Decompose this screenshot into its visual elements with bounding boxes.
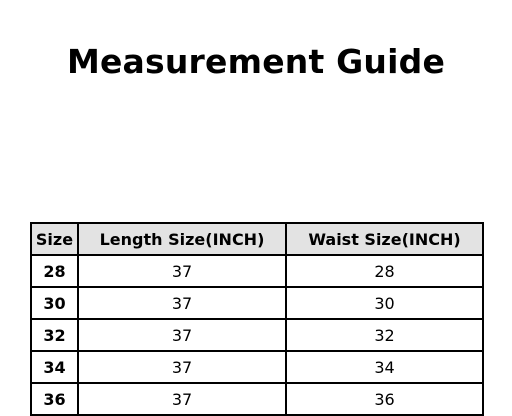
header-row — [31, 223, 483, 255]
length-cell: 37 — [78, 383, 286, 415]
table-row — [31, 319, 483, 351]
length-cell: 37 — [78, 319, 286, 351]
measurement-table — [30, 222, 484, 416]
table-header — [31, 223, 483, 255]
size-cell: 28 — [31, 255, 78, 287]
waist-cell: 36 — [286, 383, 483, 415]
table-row — [31, 287, 483, 319]
length-cell: 37 — [78, 351, 286, 383]
waist-cell: 28 — [286, 255, 483, 287]
table-body — [31, 255, 483, 415]
waist-cell: 34 — [286, 351, 483, 383]
table-row — [31, 383, 483, 415]
size-cell: 36 — [31, 383, 78, 415]
page-title: Measurement Guide — [66, 42, 446, 81]
size-cell: 30 — [31, 287, 78, 319]
length-cell: 37 — [78, 255, 286, 287]
length-column-header: Length Size(INCH) — [78, 223, 286, 255]
waist-column-header: Waist Size(INCH) — [286, 223, 483, 255]
waist-cell: 32 — [286, 319, 483, 351]
table-row — [31, 255, 483, 287]
size-column-header: Size — [31, 223, 78, 255]
size-cell: 34 — [31, 351, 78, 383]
length-cell: 37 — [78, 287, 286, 319]
size-cell: 32 — [31, 319, 78, 351]
waist-cell: 30 — [286, 287, 483, 319]
table-row — [31, 351, 483, 383]
